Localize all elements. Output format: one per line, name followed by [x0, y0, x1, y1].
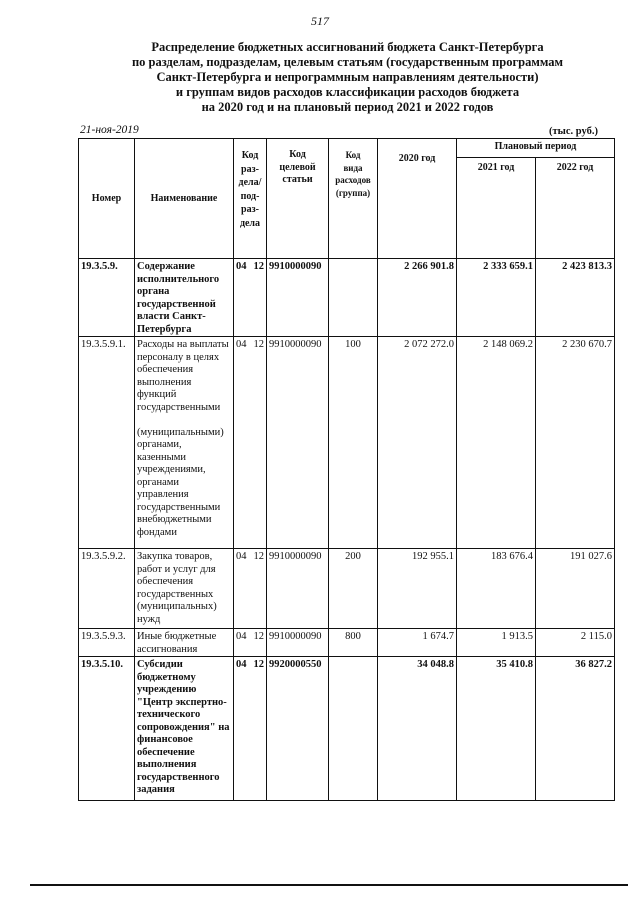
row-2022: 2 423 813.3 [536, 259, 615, 337]
header-expense-text: Код вида расходов (группа) [335, 150, 371, 198]
title-line-4: и группам видов расходов классификации расходов бюджета [175, 85, 520, 99]
table-row [79, 629, 615, 657]
row-2020: 2 072 272.0 [378, 337, 457, 549]
header-2021: 2021 год [457, 158, 536, 259]
row-section: 04 [234, 259, 250, 337]
table-row [79, 657, 615, 801]
row-section: 04 [234, 629, 250, 657]
header-section [234, 139, 267, 259]
row-section: 04 [234, 337, 250, 549]
header-expense [329, 139, 378, 259]
row-target: 9920000550 [267, 657, 329, 801]
header-target [267, 139, 329, 259]
row-2020: 1 674.7 [378, 629, 457, 657]
header-name: Наименование [135, 139, 234, 259]
row-2020: 192 955.1 [378, 549, 457, 629]
row-expense: 800 [329, 629, 378, 657]
budget-table [78, 138, 615, 801]
row-2021: 1 913.5 [457, 629, 536, 657]
table-row [79, 259, 615, 337]
row-name: Расходы на выплаты персоналу в целях обеспечения выполнения функций государственными (муниципальными) органами, казенными учреждениями, органами управления государственными внебюджетными фондами [135, 337, 234, 549]
document-title [120, 40, 575, 115]
row-name: Содержание исполнительного органа государственной власти Санкт-Петербурга [135, 259, 234, 337]
row-number: 19.3.5.9.1. [79, 337, 135, 549]
table-row [79, 549, 615, 629]
row-expense [329, 259, 378, 337]
row-name: Закупка товаров, работ и услуг для обеспечения государственных (муниципальных) нужд [135, 549, 234, 629]
row-target: 9910000090 [267, 549, 329, 629]
row-name: Субсидии бюджетному учреждению "Центр экспертно-технического сопровождения" на финансовое обеспечение выполнения государственного задания [135, 657, 234, 801]
row-target: 9910000090 [267, 337, 329, 549]
row-subsection: 12 [250, 549, 267, 629]
title-line-3: Санкт-Петербурга и непрограммным направлениям деятельности) [156, 70, 539, 84]
row-2022: 2 230 670.7 [536, 337, 615, 549]
row-number: 19.3.5.9. [79, 259, 135, 337]
row-2021: 183 676.4 [457, 549, 536, 629]
row-2022: 191 027.6 [536, 549, 615, 629]
row-2022: 2 115.0 [536, 629, 615, 657]
document-date: 21-ноя-2019 [80, 124, 139, 136]
page-number: 517 [311, 14, 329, 28]
row-2021: 35 410.8 [457, 657, 536, 801]
bottom-rule [30, 884, 628, 886]
row-section: 04 [234, 549, 250, 629]
row-subsection: 12 [250, 657, 267, 801]
title-line-2: по разделам, подразделам, целевым статьям (государственным программам [131, 55, 564, 69]
row-number: 19.3.5.9.2. [79, 549, 135, 629]
row-2022: 36 827.2 [536, 657, 615, 801]
row-target: 9910000090 [267, 259, 329, 337]
header-planned-period: Плановый период [457, 139, 615, 158]
header-section-text: Код раз- дела/ под- раз- дела [238, 150, 262, 229]
row-number: 19.3.5.10. [79, 657, 135, 801]
row-subsection: 12 [250, 629, 267, 657]
table-row [79, 337, 615, 549]
header-number: Номер [79, 139, 135, 259]
header-2020: 2020 год [378, 139, 457, 259]
row-expense: 100 [329, 337, 378, 549]
row-subsection: 12 [250, 259, 267, 337]
row-target: 9910000090 [267, 629, 329, 657]
row-section: 04 [234, 657, 250, 801]
row-expense: 200 [329, 549, 378, 629]
row-subsection: 12 [250, 337, 267, 549]
header-target-text: Код целевой статьи [279, 149, 316, 185]
row-2020: 34 048.8 [378, 657, 457, 801]
row-2021: 2 333 659.1 [457, 259, 536, 337]
units-label: (тыс. руб.) [549, 126, 598, 137]
row-number: 19.3.5.9.3. [79, 629, 135, 657]
table-header [79, 139, 615, 259]
row-2020: 2 266 901.8 [378, 259, 457, 337]
title-line-1: Распределение бюджетных ассигнований бюджета Санкт-Петербурга [151, 40, 544, 54]
row-2021: 2 148 069.2 [457, 337, 536, 549]
title-line-5: на 2020 год и на плановый период 2021 и 2022 годов [201, 100, 494, 114]
row-name: Иные бюджетные ассигнования [135, 629, 234, 657]
row-expense [329, 657, 378, 801]
header-2022: 2022 год [536, 158, 615, 259]
